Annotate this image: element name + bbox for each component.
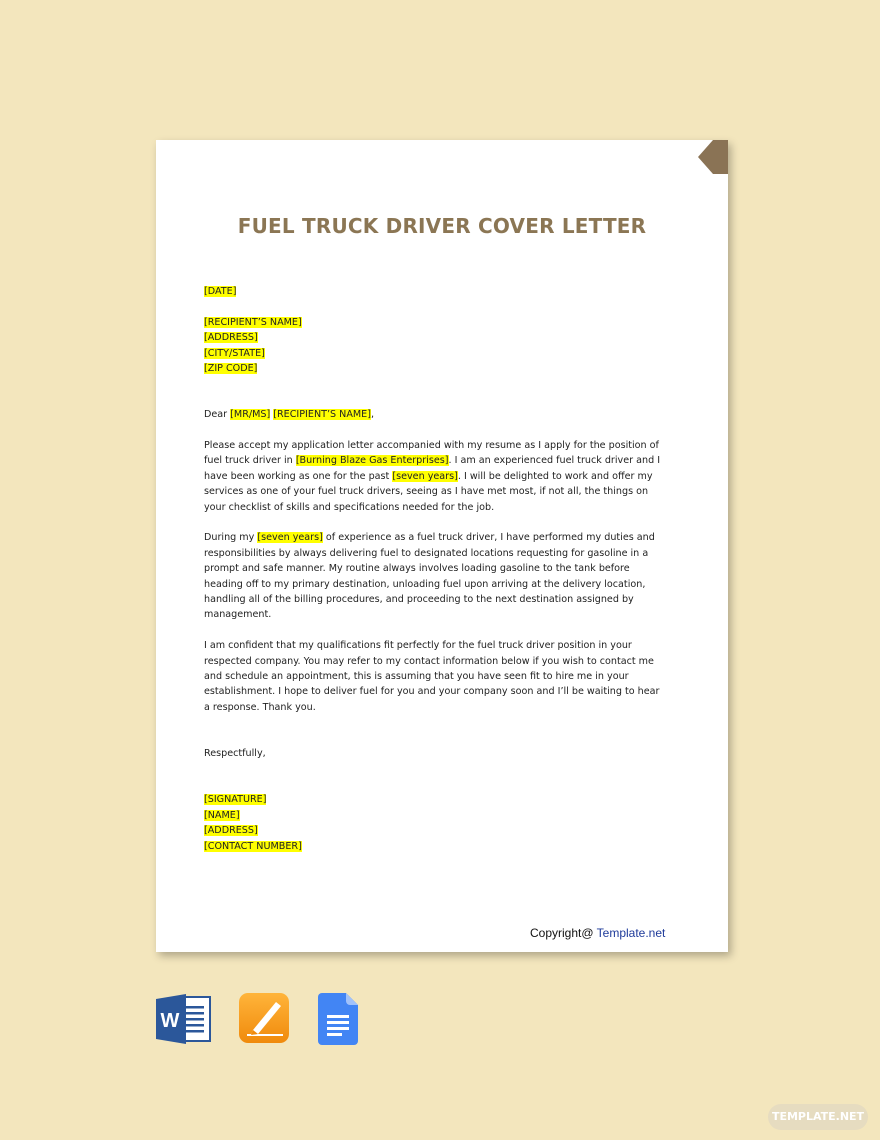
- document-page: [156, 140, 728, 952]
- paragraph-experience: During my [seven years] of experience as a fuel truck driver, I have performed my duties and responsibilities by always delivering fuel to designated locations requesting for gasoline in a prompt and safe manner. My routine always involves loading gasoline to the tank before heading off to my primary destination, unloading fuel upon arriving at the delivery location, handling all of the billing procedures, and proceeding to the next destination assigned by management.: [204, 532, 655, 621]
- copyright-link[interactable]: Template.net: [596, 926, 666, 940]
- company-field: [Burning Blaze Gas Enterprises]: [295, 455, 449, 467]
- google-docs-icon[interactable]: [318, 993, 360, 1045]
- pages-icon[interactable]: [239, 993, 291, 1045]
- city-state-field: [CITY/STATE]: [204, 347, 265, 359]
- word-icon[interactable]: [156, 994, 212, 1044]
- copyright-notice: Copyright@ Template.net: [530, 926, 666, 940]
- closing-salutation: Respectfully,: [204, 748, 266, 760]
- date-field: [DATE]: [204, 286, 237, 297]
- greeting-name-field: [RECIPIENT’S NAME]: [273, 409, 371, 421]
- address-field: [ADDRESS]: [204, 332, 258, 344]
- date-line: [204, 284, 664, 299]
- signature-field: [SIGNATURE]: [204, 794, 267, 806]
- city-state-line: [204, 346, 664, 361]
- zip-code-line: [204, 361, 664, 376]
- greeting: Dear [MR/MS] [RECIPIENT’S NAME],: [204, 409, 375, 421]
- years-field: [seven years]: [257, 532, 323, 544]
- sender-name-field: [NAME]: [204, 809, 240, 821]
- contact-number-field: [CONTACT NUMBER]: [204, 840, 302, 852]
- paragraph-intro: Please accept my application letter accompanied with my resume as I apply for the position of fuel truck driver in [Burning Blaze Gas Enterprises]. I am an experienced fuel truck driver and I have been working as one for the past [seven years]. I will be delighted to work and offer my services as one of your fuel truck drivers, seeing as I have met most, if not all, the things on your checklist of skills and specifications needed for the job.: [204, 440, 661, 513]
- years-field: [seven years]: [392, 470, 458, 482]
- letter-body: [204, 284, 664, 854]
- greeting-title-field: [MR/MS]: [230, 409, 271, 421]
- document-title: FUEL TRUCK DRIVER COVER LETTER: [237, 214, 647, 238]
- address-line: [204, 330, 664, 345]
- zip-code-field: [ZIP CODE]: [204, 363, 258, 375]
- contact-number-line: [204, 839, 664, 854]
- sender-name-line: [204, 808, 664, 823]
- signature-line: [204, 792, 664, 807]
- template-net-badge[interactable]: TEMPLATE.NET: [768, 1104, 868, 1130]
- sender-address-field: [ADDRESS]: [204, 825, 258, 837]
- recipient-name-line: [204, 315, 664, 330]
- svg-text:W: W: [160, 1010, 180, 1032]
- sender-address-line: [204, 823, 664, 838]
- recipient-name-field: [RECIPIENT’S NAME]: [204, 316, 302, 328]
- paragraph-closing: I am confident that my qualifications fit perfectly for the fuel truck driver position in your respected company. You may refer to my contact information below if you wish to contact me and schedule an appointment, this is assuming that you have seen fit to hire me in your establishment. I hope to deliver fuel for you and your company soon and I’ll be waiting to hear a response. Thank you.: [204, 640, 660, 713]
